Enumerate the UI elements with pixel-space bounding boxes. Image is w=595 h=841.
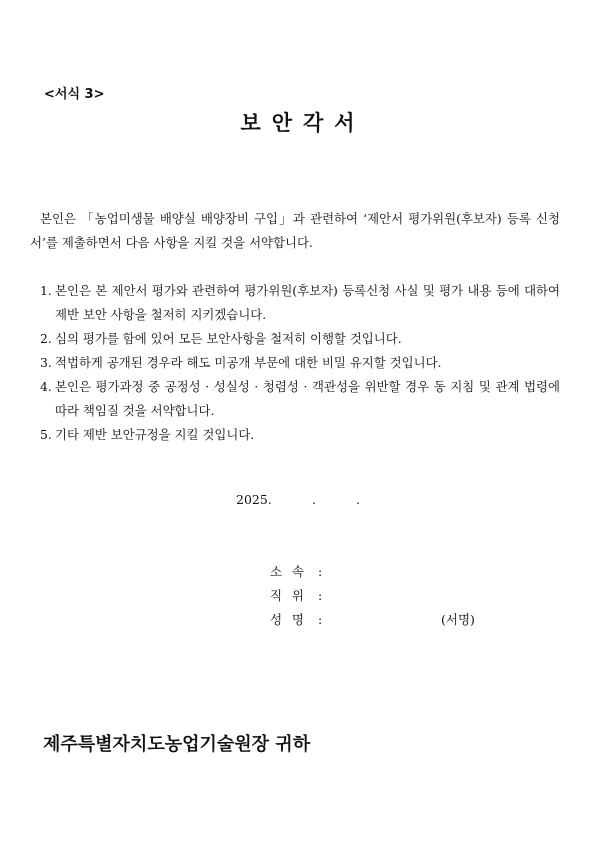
- affiliation-label: 소 속: [270, 564, 304, 579]
- list-item: [40, 279, 560, 327]
- item-number: 1.: [40, 283, 52, 298]
- signature-mark: (서명): [441, 612, 475, 627]
- list-item: [40, 351, 560, 375]
- list-item: [40, 327, 560, 351]
- page-title: 보안각서: [240, 111, 366, 135]
- item-text: 본인은 본 제안서 평가와 관련하여 평가위원(후보자) 등록신청 사실 및 평가 내용 등에 대하여 제반 보안 사항을 철저히 지키겠습니다.: [55, 283, 560, 322]
- form-number: <서식 3>: [44, 87, 105, 102]
- name-colon: :: [318, 612, 323, 627]
- position-colon: :: [318, 588, 323, 603]
- item-number: 2.: [40, 331, 52, 346]
- date-year: 2025.: [236, 492, 272, 507]
- item-number: 5.: [40, 427, 52, 442]
- position-row: [270, 586, 322, 604]
- date-day-dot: .: [356, 492, 360, 507]
- list-item: [40, 423, 560, 447]
- affiliation-colon: :: [318, 564, 323, 579]
- addressee: 제주특별자치도농업기술원장 귀하: [43, 734, 311, 755]
- list-item: [40, 375, 560, 423]
- date-month-dot: .: [312, 492, 316, 507]
- item-text: 적법하게 공개된 경우라 해도 미공개 부문에 대한 비밀 유지할 것입니다.: [55, 355, 442, 370]
- name-row: [270, 610, 322, 628]
- item-number: 3.: [40, 355, 52, 370]
- intro-paragraph: 본인은 「농업미생물 배양실 배양장비 구입」과 관련하여 ‘제안서 평가위원(후보자) 등록 신청서’를 제출하면서 다음 사항을 지킬 것을 서약합니다.: [30, 211, 560, 250]
- item-text: 본인은 평가과정 중 공정성 · 성실성 · 청렴성 · 객관성을 위반할 경우 동 지침 및 관계 법령에 따라 책임질 것을 서약합니다.: [55, 379, 560, 418]
- item-number: 4.: [40, 379, 52, 394]
- position-label: 직 위: [270, 588, 304, 603]
- item-text: 심의 평가를 함에 있어 모든 보안사항을 철저히 이행할 것입니다.: [55, 331, 402, 346]
- pledge-list: [40, 279, 560, 447]
- item-text: 기타 제반 보안규정을 지킬 것입니다.: [55, 427, 255, 442]
- affiliation-row: [270, 562, 322, 580]
- name-label: 성 명: [270, 612, 304, 627]
